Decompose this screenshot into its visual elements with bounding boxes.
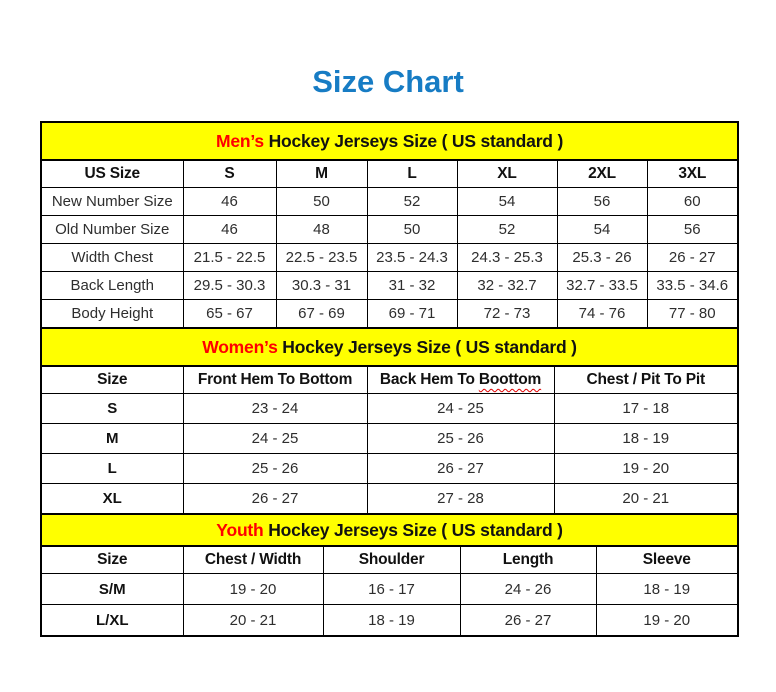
size-value-cell: 52 (457, 216, 557, 244)
youth-column-header: Size (41, 546, 183, 574)
mens-size-table (40, 121, 739, 329)
size-value-cell: 48 (276, 216, 367, 244)
mens-column-header: 2XL (557, 160, 647, 188)
size-value-cell: 18 - 19 (554, 424, 738, 454)
row-label: Old Number Size (41, 216, 183, 244)
size-value-cell: 46 (183, 216, 276, 244)
youth-size-table (40, 513, 739, 637)
mens-section-band-row (41, 122, 738, 160)
row-label: Back Length (41, 272, 183, 300)
youth-row-s-m (41, 574, 738, 605)
size-value-cell: 25 - 26 (183, 454, 367, 484)
size-value-cell: 32.7 - 33.5 (557, 272, 647, 300)
size-value-cell: 21.5 - 22.5 (183, 244, 276, 272)
size-value-cell: 19 - 20 (554, 454, 738, 484)
size-value-cell: 26 - 27 (367, 454, 554, 484)
size-value-cell: 69 - 71 (367, 300, 457, 329)
womens-column-header: Front Hem To Bottom (183, 366, 367, 394)
row-label: M (41, 424, 183, 454)
mens-column-header: 3XL (647, 160, 738, 188)
youth-column-header: Shoulder (323, 546, 460, 574)
row-label: L/XL (41, 605, 183, 637)
row-label: New Number Size (41, 188, 183, 216)
womens-row-l (41, 454, 738, 484)
misspelled-word: Boottom (478, 371, 542, 388)
youth-header-row (41, 546, 738, 574)
row-label: XL (41, 484, 183, 515)
mens-row-width-chest (41, 244, 738, 272)
size-value-cell: 77 - 80 (647, 300, 738, 329)
row-label: S/M (41, 574, 183, 605)
size-value-cell: 16 - 17 (323, 574, 460, 605)
womens-column-header: Chest / Pit To Pit (554, 366, 738, 394)
size-value-cell: 56 (647, 216, 738, 244)
row-label: Width Chest (41, 244, 183, 272)
size-value-cell: 65 - 67 (183, 300, 276, 329)
size-value-cell: 27 - 28 (367, 484, 554, 515)
size-value-cell: 32 - 32.7 (457, 272, 557, 300)
size-value-cell: 33.5 - 34.6 (647, 272, 738, 300)
womens-header-row (41, 366, 738, 394)
mens-row-body-height (41, 300, 738, 329)
size-value-cell: 26 - 27 (183, 484, 367, 515)
womens-row-xl (41, 484, 738, 515)
size-value-cell: 24 - 25 (183, 424, 367, 454)
size-value-cell: 17 - 18 (554, 394, 738, 424)
row-label: Body Height (41, 300, 183, 329)
size-value-cell: 50 (367, 216, 457, 244)
size-value-cell: 24 - 26 (460, 574, 596, 605)
size-value-cell: 31 - 32 (367, 272, 457, 300)
size-value-cell: 67 - 69 (276, 300, 367, 329)
size-value-cell: 18 - 19 (596, 574, 738, 605)
size-value-cell: 54 (457, 188, 557, 216)
size-value-cell: 23 - 24 (183, 394, 367, 424)
mens-band-title: Hockey Jerseys Size ( US standard ) (268, 130, 564, 151)
womens-column-header: Size (41, 366, 183, 394)
mens-row-back-length (41, 272, 738, 300)
womens-row-m (41, 424, 738, 454)
youth-band-title: Hockey Jerseys Size ( US standard ) (268, 519, 563, 540)
size-value-cell: 24.3 - 25.3 (457, 244, 557, 272)
mens-column-header: L (367, 160, 457, 188)
size-value-cell: 26 - 27 (647, 244, 738, 272)
womens-band-title: Hockey Jerseys Size ( US standard ) (282, 336, 577, 357)
mens-row-old-number-size (41, 216, 738, 244)
size-value-cell: 46 (183, 188, 276, 216)
womens-band-group-label: Women’s (202, 336, 278, 357)
youth-band-group-label: Youth (216, 519, 264, 540)
size-value-cell: 26 - 27 (460, 605, 596, 637)
size-value-cell: 74 - 76 (557, 300, 647, 329)
size-value-cell: 19 - 20 (183, 574, 323, 605)
row-label: S (41, 394, 183, 424)
womens-section-band (41, 328, 738, 366)
size-value-cell: 60 (647, 188, 738, 216)
womens-column-header (367, 366, 554, 394)
size-value-cell: 56 (557, 188, 647, 216)
mens-row-new-number-size (41, 188, 738, 216)
mens-section-band (41, 122, 738, 160)
size-chart-tables (40, 121, 737, 637)
size-value-cell: 24 - 25 (367, 394, 554, 424)
youth-section-band-row (41, 514, 738, 546)
size-value-cell: 50 (276, 188, 367, 216)
womens-row-s (41, 394, 738, 424)
size-value-cell: 52 (367, 188, 457, 216)
womens-column-header-text: Back Hem To (379, 371, 479, 388)
size-value-cell: 29.5 - 30.3 (183, 272, 276, 300)
size-value-cell: 30.3 - 31 (276, 272, 367, 300)
womens-size-table (40, 327, 739, 515)
size-value-cell: 20 - 21 (554, 484, 738, 515)
mens-band-group-label: Men’s (215, 130, 264, 151)
size-value-cell: 19 - 20 (596, 605, 738, 637)
mens-column-header: US Size (41, 160, 183, 188)
womens-section-band-row (41, 328, 738, 366)
mens-column-header: S (183, 160, 276, 188)
row-label: L (41, 454, 183, 484)
size-value-cell: 25 - 26 (367, 424, 554, 454)
youth-column-header: Chest / Width (183, 546, 323, 574)
size-value-cell: 54 (557, 216, 647, 244)
mens-column-header: M (276, 160, 367, 188)
youth-section-band (41, 514, 738, 546)
size-value-cell: 23.5 - 24.3 (367, 244, 457, 272)
size-value-cell: 18 - 19 (323, 605, 460, 637)
size-value-cell: 72 - 73 (457, 300, 557, 329)
mens-column-header: XL (457, 160, 557, 188)
page-title: Size Chart (312, 64, 464, 99)
size-value-cell: 22.5 - 23.5 (276, 244, 367, 272)
size-value-cell: 25.3 - 26 (557, 244, 647, 272)
youth-column-header: Length (460, 546, 596, 574)
youth-row-l-xl (41, 605, 738, 637)
size-value-cell: 20 - 21 (183, 605, 323, 637)
mens-header-row (41, 160, 738, 188)
youth-column-header: Sleeve (596, 546, 738, 574)
